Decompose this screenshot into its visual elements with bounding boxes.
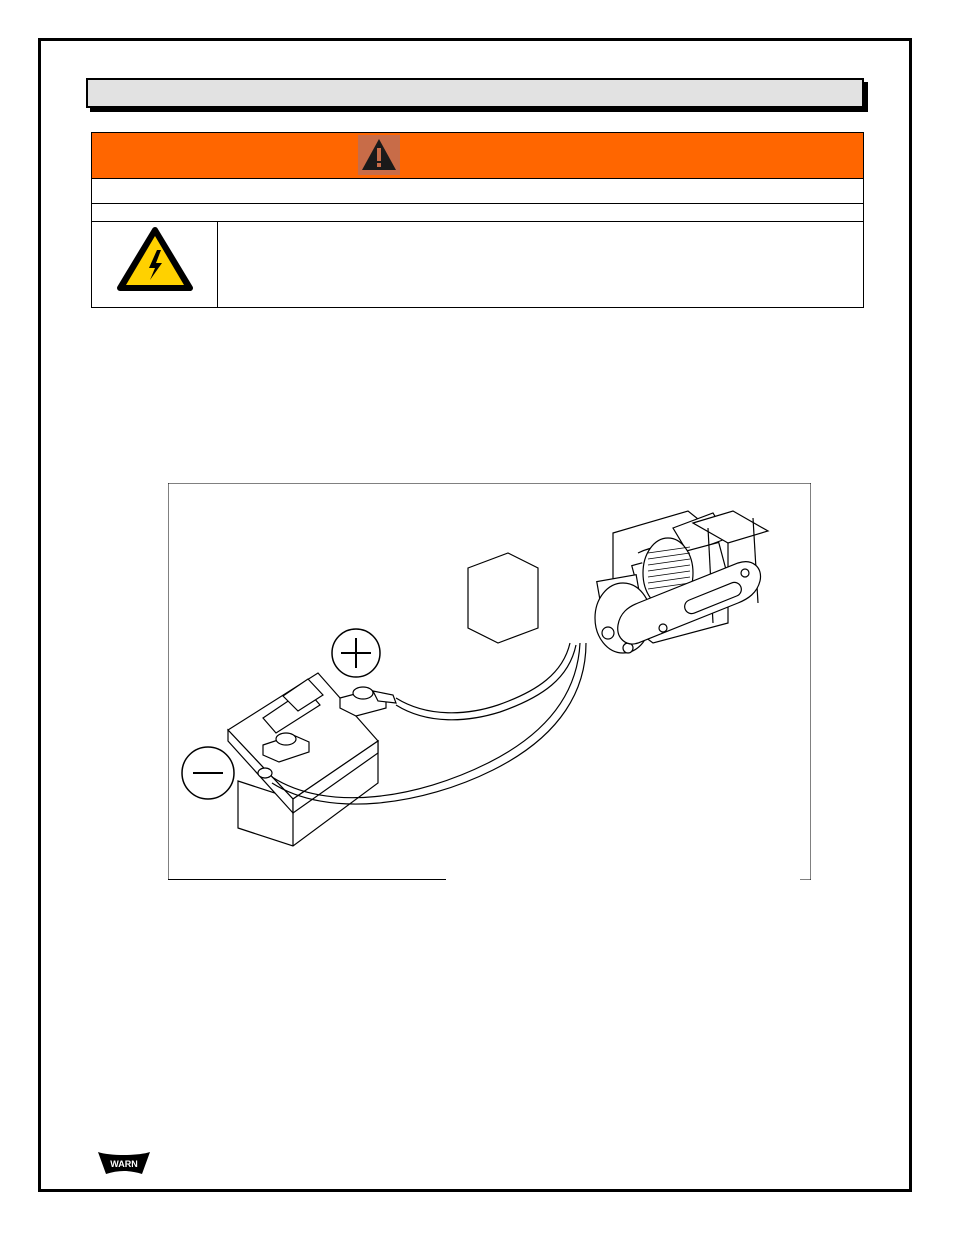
warning-header (92, 133, 863, 179)
winch (468, 511, 768, 653)
electrical-hazard-icon (92, 222, 218, 307)
warning-box (91, 132, 864, 308)
warning-row-2 (92, 204, 863, 222)
section-title-bar (86, 78, 864, 108)
wiring-diagram-figure (168, 483, 811, 880)
warning-triangle-icon (358, 135, 400, 175)
warning-icon-cell (92, 222, 218, 307)
minus-icon (182, 747, 234, 799)
positive-terminal (340, 687, 396, 716)
warning-row-1 (92, 178, 863, 204)
plus-icon (332, 629, 380, 677)
warning-body (92, 222, 863, 307)
warn-logo (98, 1150, 150, 1176)
warn-logo-text: WARN (110, 1159, 138, 1169)
